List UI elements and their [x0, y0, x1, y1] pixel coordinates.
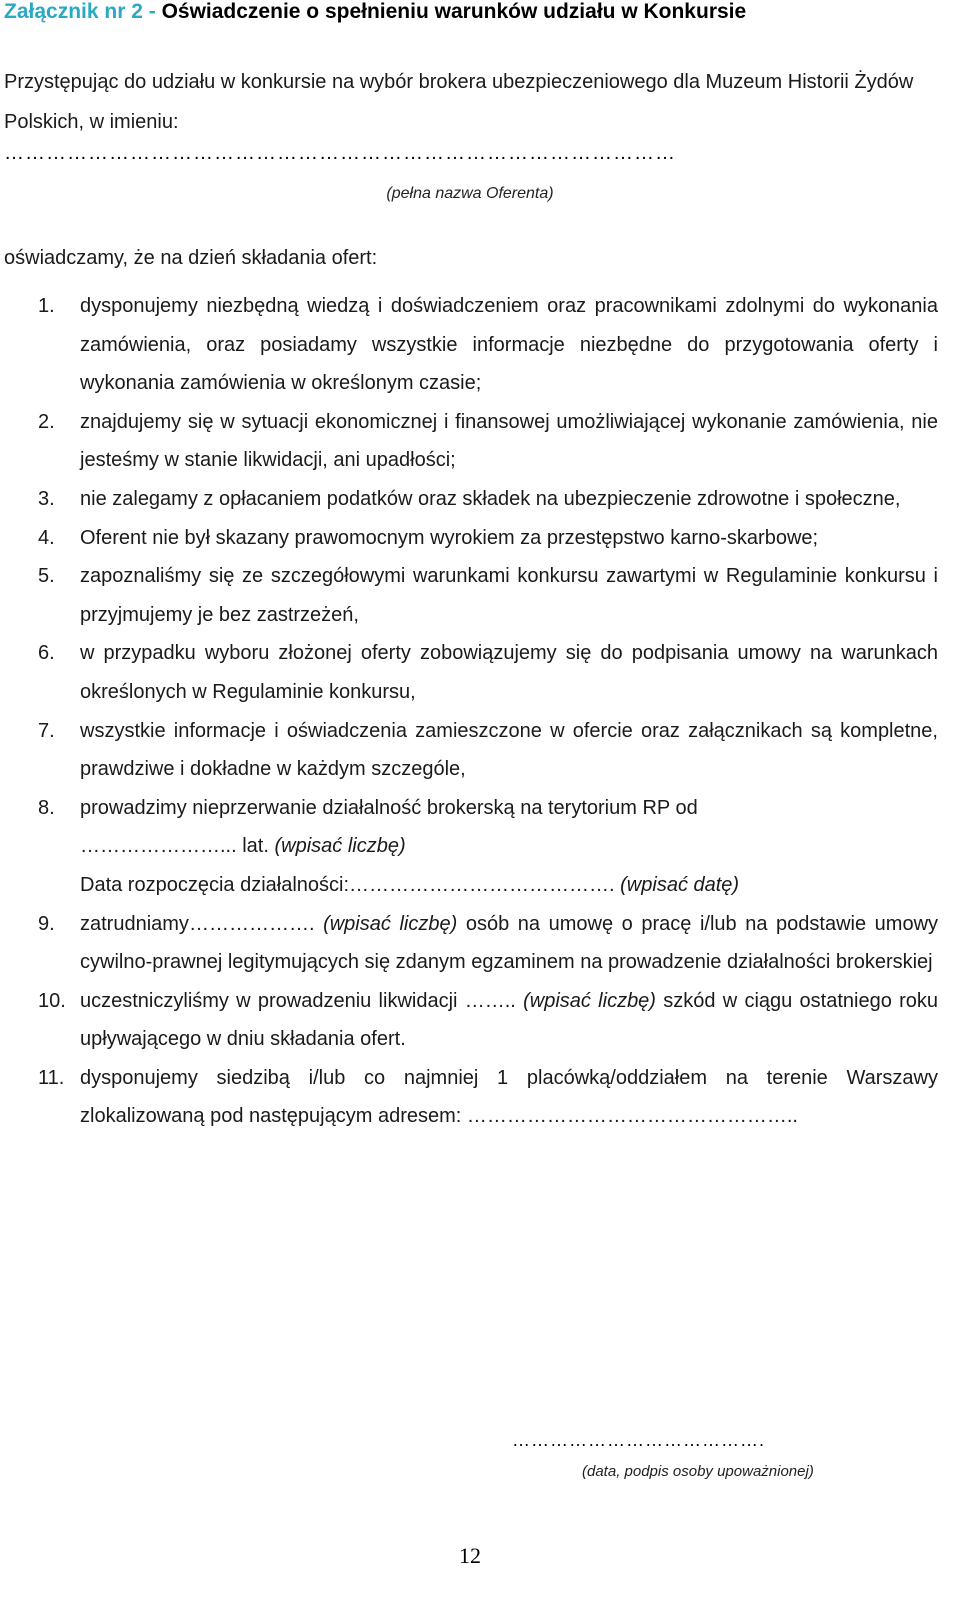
- address-fill-field: …………………………………………..: [466, 1105, 798, 1128]
- signature-caption: (data, podpis osoby upoważnionej): [582, 1463, 814, 1480]
- page-number: 12: [459, 1543, 481, 1568]
- signature-field: ………………………………….: [512, 1430, 766, 1450]
- list-item: [38, 712, 938, 789]
- declaration-list: [38, 287, 938, 1136]
- item-number: 3.: [38, 487, 55, 510]
- item-text: dysponujemy siedzibą i/lub co najmniej 1 placówką/oddziałem na terenie Warszawy zlokalizowaną pod następującym adresem:: [80, 1066, 938, 1128]
- intro-paragraph: Przystępując do udziału w konkursie na wybór brokera ubezpieczeniowego dla Muzeum Historii Żydów Polskich, w imieniu:: [4, 71, 914, 133]
- item-text: w przypadku wyboru złożonej oferty zobowiązujemy się do podpisania umowy na warunkach określonych w Regulaminie konkursu,: [80, 642, 938, 703]
- item-text: osób na umowę o pracę i/lub na podstawie umowy cywilno-prawnej legitymujących się zdanym egzaminem na prowadzenie działalności brokerskiej: [80, 912, 939, 974]
- document-title: [4, 0, 746, 24]
- years-hint: (wpisać liczbę): [274, 835, 406, 858]
- item-text: nie zalegamy z opłacaniem podatków oraz składek na ubezpieczenie zdrowotne i społeczne,: [80, 487, 901, 510]
- offeror-name-field: ……………………………………………………………………………………: [4, 142, 676, 164]
- employees-hint: (wpisać liczbę): [314, 912, 458, 935]
- item-number: 9.: [38, 912, 55, 935]
- list-item-activity-period: [38, 789, 938, 905]
- item-text: szkód w ciągu ostatniego roku upływającego w dniu składania ofert.: [80, 989, 939, 1051]
- item-text: zapoznaliśmy się ze szczegółowymi warunkami konkursu zawartymi w Regulaminie konkursu i przyjmujemy je bez zastrzeżeń,: [80, 565, 938, 626]
- item-text: wszystkie informacje i oświadczenia zamieszczone w ofercie oraz załącznikach są kompletne, prawdziwe i dokładne w każdym szczególe,: [80, 719, 938, 781]
- item-text: uczestniczyliśmy w prowadzeniu likwidacji: [80, 989, 465, 1012]
- item-number: 4.: [38, 526, 55, 549]
- item-number: 10.: [38, 989, 66, 1012]
- list-item: [38, 634, 938, 711]
- item-text: znajdujemy się w sytuacji ekonomicznej i finansowej umożliwiającej wykonanie zamówienia, nie jesteśmy w stanie likwidacji, ani upadłości;: [80, 410, 938, 472]
- offeror-name-caption: (pełna nazwa Oferenta): [386, 185, 554, 202]
- item-number: 11.: [38, 1066, 65, 1089]
- start-date-fill-field: ………………………………….: [349, 873, 615, 896]
- employees-fill-field: ……………….: [188, 912, 315, 935]
- item-number: 1.: [38, 295, 55, 317]
- list-item: [38, 287, 938, 403]
- list-item-employees: [38, 905, 938, 982]
- years-fill-field: …………………...: [80, 835, 237, 858]
- list-item: [38, 480, 938, 519]
- item-number: 7.: [38, 719, 55, 742]
- item-text: Oferent nie był skazany prawomocnym wyrokiem za przestępstwo karno-skarbowe;: [80, 526, 819, 549]
- claims-fill-field: ……..: [464, 989, 516, 1012]
- declaration-lead: oświadczamy, że na dzień składania ofert:: [4, 247, 378, 269]
- list-item-claims: [38, 982, 938, 1059]
- attachment-label: Załącznik nr 2 -: [4, 0, 162, 23]
- item-number: 5.: [38, 565, 55, 588]
- item-number: 6.: [38, 642, 55, 665]
- years-unit: lat.: [236, 835, 275, 858]
- title-text: Oświadczenie o spełnieniu warunków udziału w Konkursie: [161, 0, 747, 23]
- start-date-label: Data rozpoczęcia działalności:: [80, 873, 350, 896]
- item8-line1: prowadzimy nieprzerwanie działalność brokerską na terytorium RP od: [80, 796, 698, 819]
- list-item-office: [38, 1059, 938, 1136]
- item-number: 2.: [38, 410, 55, 433]
- item-number: 8.: [38, 796, 55, 819]
- item-text: dysponujemy niezbędną wiedzą i doświadczeniem oraz pracownikami zdolnymi do wykonania zamówienia, oraz posiadamy wszystkie informacje niezbędne do przygotowania oferty i wykonania zamówienia w określonym czasie;: [80, 295, 938, 395]
- list-item: [38, 519, 938, 558]
- claims-hint: (wpisać liczbę): [515, 989, 656, 1012]
- list-item: [38, 557, 938, 634]
- item8-line3: [80, 866, 938, 905]
- start-date-hint: (wpisać datę): [614, 873, 740, 896]
- list-item: [38, 403, 938, 480]
- item8-line2: [80, 827, 938, 866]
- item-text: zatrudniamy: [80, 912, 189, 935]
